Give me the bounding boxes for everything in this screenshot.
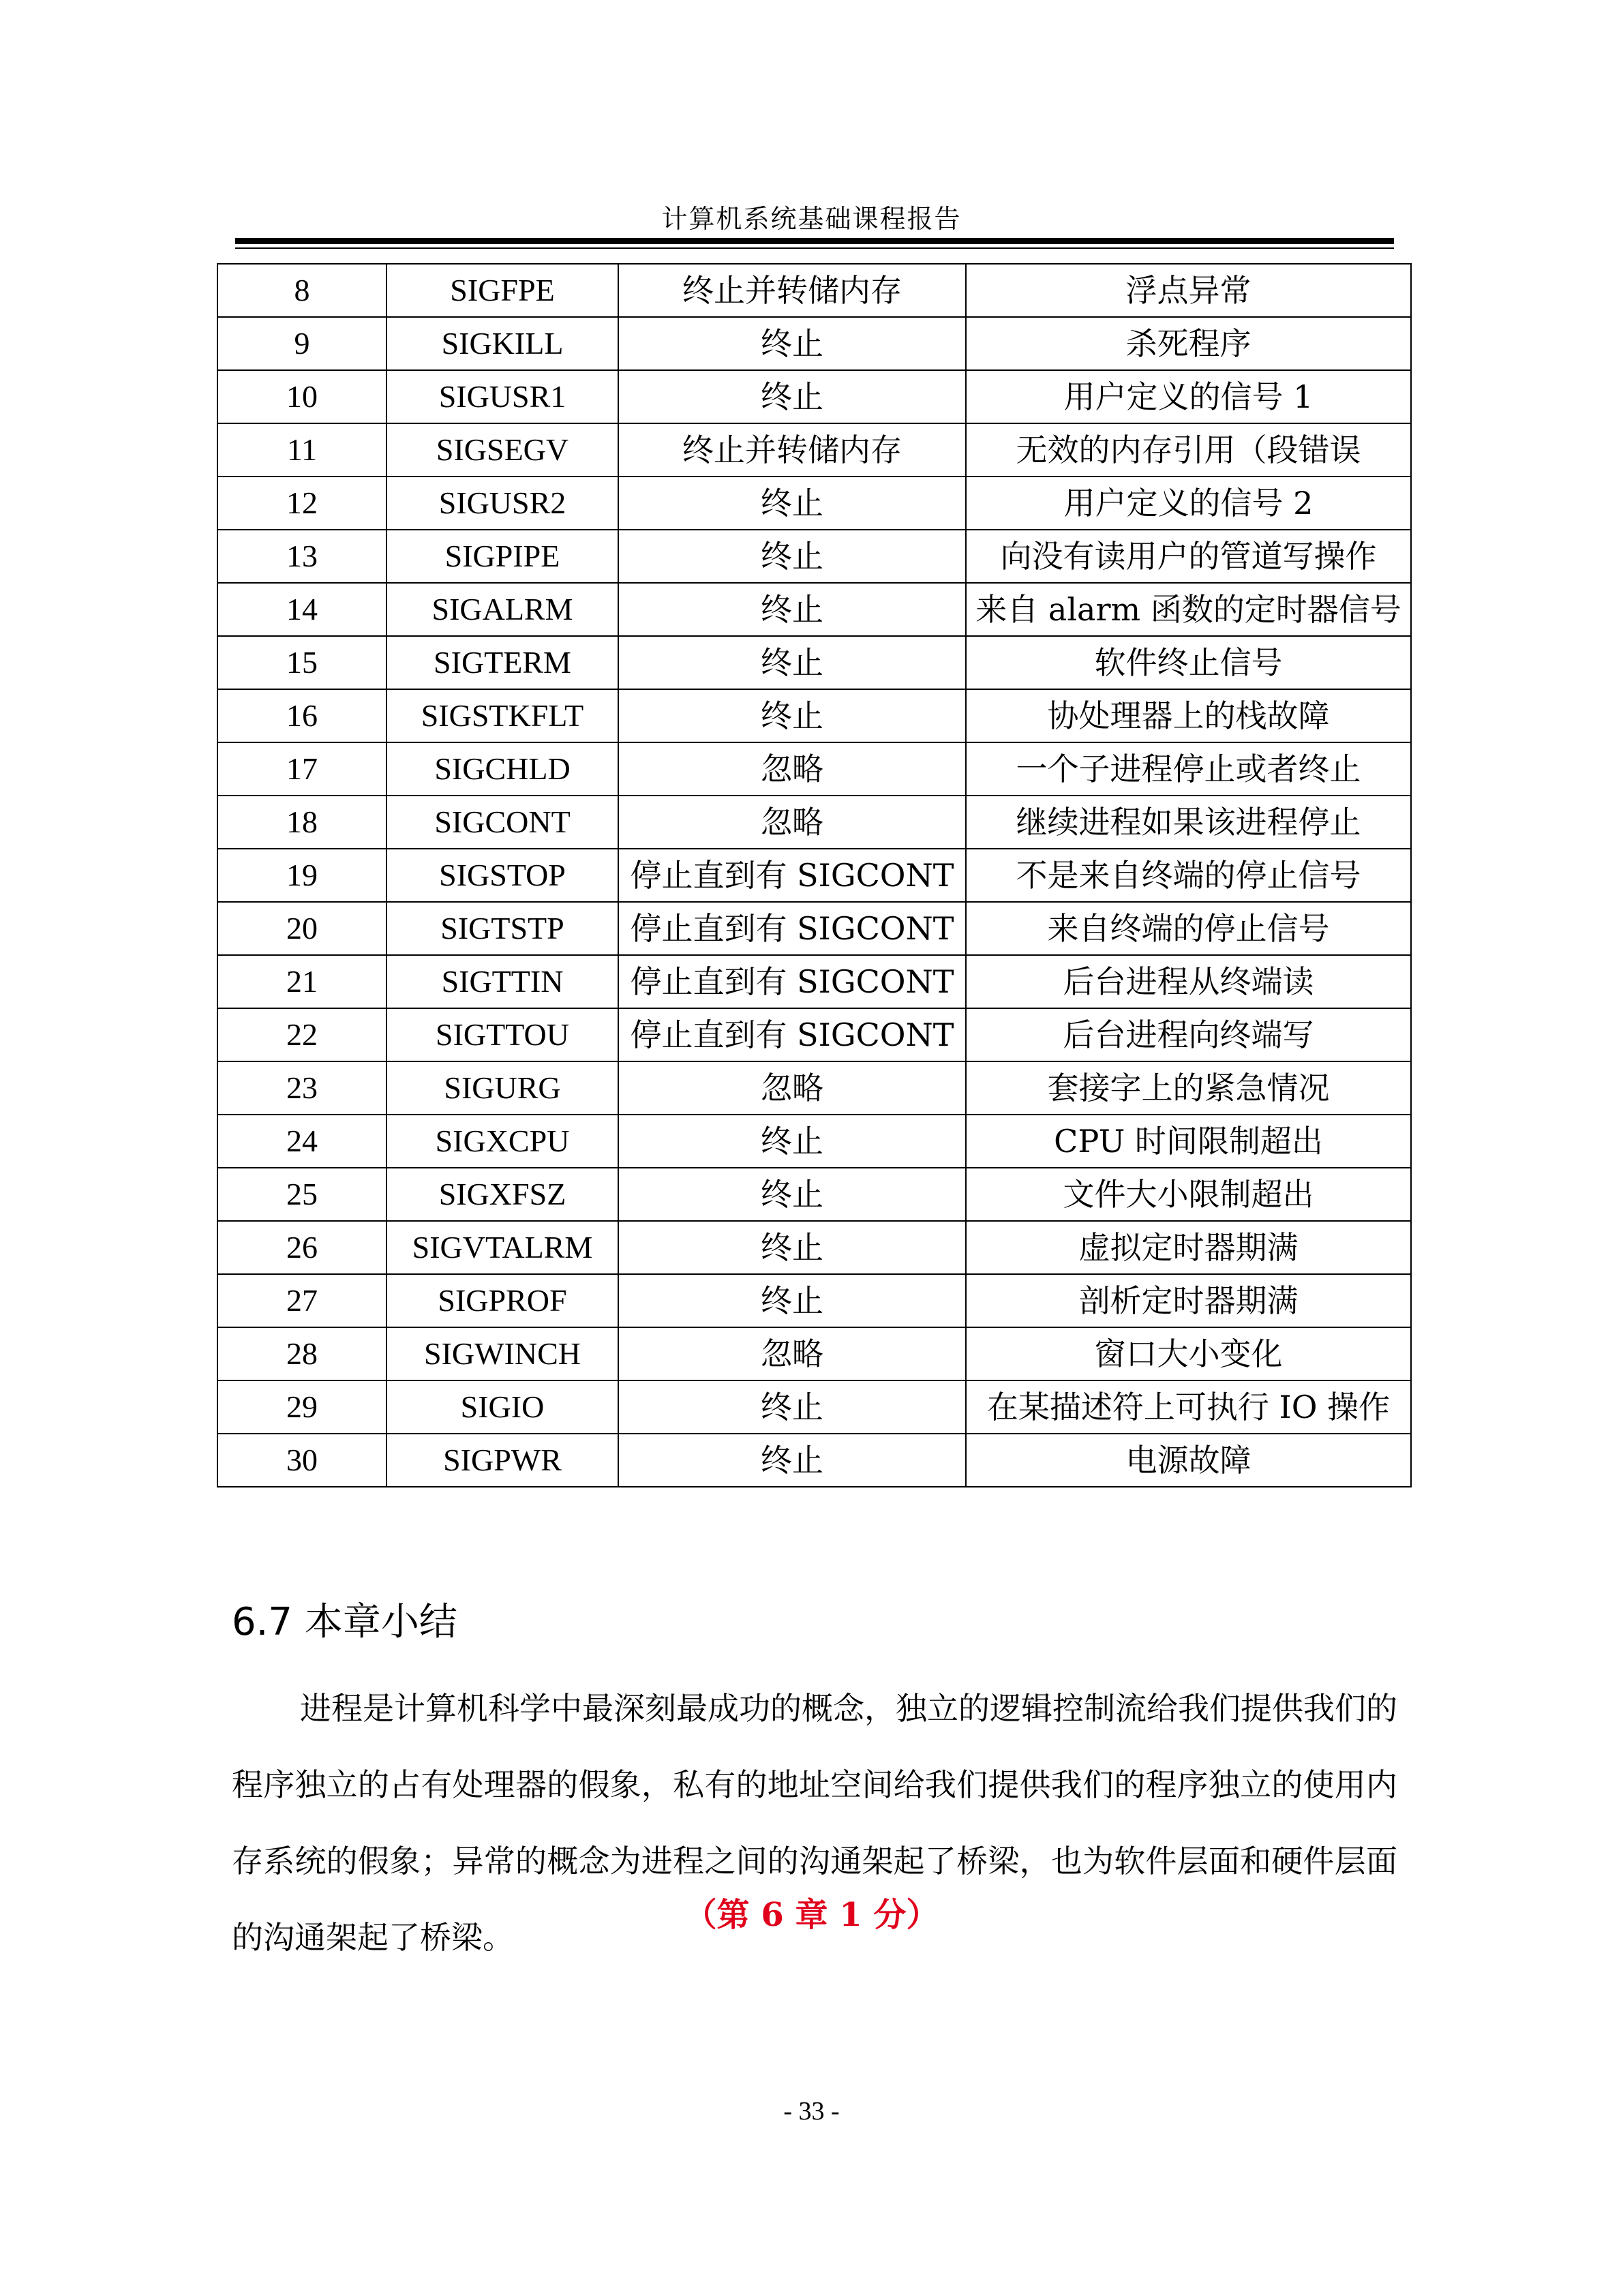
signal-number-cell: 19: [217, 849, 386, 902]
signal-name-cell: SIGALRM: [386, 583, 618, 636]
default-action-cell: 终止: [618, 477, 966, 530]
table-row: [217, 530, 1411, 583]
table-row: [217, 742, 1411, 796]
signal-number-cell: 29: [217, 1380, 386, 1434]
section-heading: 6.7 本章小结: [232, 1600, 457, 1644]
signal-event-cell: 继续进程如果该进程停止: [966, 796, 1411, 849]
signal-number-cell: 8: [217, 264, 386, 317]
default-action-cell: 终止: [618, 583, 966, 636]
section-summary-paragraph: 进程是计算机科学中最深刻最成功的概念，独立的逻辑控制流给我们提供我们的程序独立的占有处理器的假象，私有的地址空间给我们提供我们的程序独立的使用内存系统的假象；异常的概念为进程之间的沟通架起了桥梁，也为软件层面和硬件层面的沟通架起了桥梁。: [232, 1690, 1397, 1956]
table-row: [217, 317, 1411, 370]
signal-number-cell: 21: [217, 955, 386, 1008]
signal-name-cell: SIGCONT: [386, 796, 618, 849]
signal-event-cell: 套接字上的紧急情况: [966, 1061, 1411, 1115]
default-action-cell: 停止直到有 SIGCONT: [618, 1008, 966, 1061]
default-action-cell: 终止: [618, 1115, 966, 1168]
signal-event-cell: 剖析定时器期满: [966, 1274, 1411, 1327]
signal-event-cell: CPU 时间限制超出: [966, 1115, 1411, 1168]
signal-event-cell: 电源故障: [966, 1434, 1411, 1487]
signal-event-cell: 来自 alarm 函数的定时器信号: [966, 583, 1411, 636]
signal-event-cell: 在某描述符上可执行 IO 操作: [966, 1380, 1411, 1434]
signal-name-cell: SIGIO: [386, 1380, 618, 1434]
signal-number-cell: 27: [217, 1274, 386, 1327]
signal-number-cell: 20: [217, 902, 386, 955]
default-action-cell: 忽略: [618, 1327, 966, 1380]
signal-event-cell: 后台进程从终端读: [966, 955, 1411, 1008]
signal-number-cell: 16: [217, 689, 386, 742]
default-action-cell: 终止: [618, 636, 966, 689]
signal-event-cell: 虚拟定时器期满: [966, 1221, 1411, 1274]
table-row: [217, 689, 1411, 742]
signal-name-cell: SIGSTKFLT: [386, 689, 618, 742]
signal-number-cell: 11: [217, 423, 386, 477]
signal-event-cell: 杀死程序: [966, 317, 1411, 370]
signal-name-cell: SIGURG: [386, 1061, 618, 1115]
default-action-cell: 终止: [618, 1274, 966, 1327]
table-row: [217, 1061, 1411, 1115]
header-rule-thick: [235, 238, 1394, 244]
table-row: [217, 902, 1411, 955]
signal-number-cell: 26: [217, 1221, 386, 1274]
signal-event-cell: 用户定义的信号 1: [966, 370, 1411, 423]
table-row: [217, 1115, 1411, 1168]
default-action-cell: 终止并转储内存: [618, 264, 966, 317]
header-rule-thin: [235, 247, 1394, 249]
table-row: [217, 1008, 1411, 1061]
signal-name-cell: SIGKILL: [386, 317, 618, 370]
default-action-cell: 停止直到有 SIGCONT: [618, 955, 966, 1008]
default-action-cell: 终止: [618, 1221, 966, 1274]
default-action-cell: 停止直到有 SIGCONT: [618, 902, 966, 955]
default-action-cell: 终止: [618, 689, 966, 742]
signal-name-cell: SIGPWR: [386, 1434, 618, 1487]
default-action-cell: 忽略: [618, 796, 966, 849]
table-row: [217, 423, 1411, 477]
signal-name-cell: SIGSTOP: [386, 849, 618, 902]
signal-number-cell: 14: [217, 583, 386, 636]
table-row: [217, 1168, 1411, 1221]
signal-name-cell: SIGTSTP: [386, 902, 618, 955]
signal-number-cell: 28: [217, 1327, 386, 1380]
signal-event-cell: 来自终端的停止信号: [966, 902, 1411, 955]
default-action-cell: 终止并转储内存: [618, 423, 966, 477]
signal-name-cell: SIGTERM: [386, 636, 618, 689]
signal-name-cell: SIGVTALRM: [386, 1221, 618, 1274]
signal-number-cell: 22: [217, 1008, 386, 1061]
signal-name-cell: SIGXCPU: [386, 1115, 618, 1168]
signal-number-cell: 10: [217, 370, 386, 423]
signal-name-cell: SIGPIPE: [386, 530, 618, 583]
table-row: [217, 264, 1411, 317]
table-row: [217, 370, 1411, 423]
default-action-cell: 终止: [618, 1434, 966, 1487]
signal-event-cell: 浮点异常: [966, 264, 1411, 317]
signal-number-cell: 15: [217, 636, 386, 689]
signal-event-cell: 后台进程向终端写: [966, 1008, 1411, 1061]
page-number: - 33 -: [783, 2097, 840, 2126]
default-action-cell: 终止: [618, 1168, 966, 1221]
signal-number-cell: 23: [217, 1061, 386, 1115]
signal-number-cell: 12: [217, 477, 386, 530]
table-row: [217, 1380, 1411, 1434]
signal-event-cell: 用户定义的信号 2: [966, 477, 1411, 530]
signal-name-cell: SIGTTIN: [386, 955, 618, 1008]
default-action-cell: 终止: [618, 370, 966, 423]
table-row: [217, 1327, 1411, 1380]
signal-event-cell: 向没有读用户的管道写操作: [966, 530, 1411, 583]
signal-event-cell: 不是来自终端的停止信号: [966, 849, 1411, 902]
table-row: [217, 955, 1411, 1008]
signal-name-cell: SIGFPE: [386, 264, 618, 317]
table-row: [217, 636, 1411, 689]
table-row: [217, 1274, 1411, 1327]
signal-name-cell: SIGXFSZ: [386, 1168, 618, 1221]
signal-event-cell: 窗口大小变化: [966, 1327, 1411, 1380]
signal-number-cell: 9: [217, 317, 386, 370]
signal-number-cell: 18: [217, 796, 386, 849]
signal-name-cell: SIGPROF: [386, 1274, 618, 1327]
table-row: [217, 583, 1411, 636]
signal-event-cell: 协处理器上的栈故障: [966, 689, 1411, 742]
signal-event-cell: 一个子进程停止或者终止: [966, 742, 1411, 796]
signal-event-cell: 无效的内存引用（段错误: [966, 423, 1411, 477]
table-row: [217, 1434, 1411, 1487]
table-row: [217, 1221, 1411, 1274]
default-action-cell: 忽略: [618, 1061, 966, 1115]
signal-event-cell: 软件终止信号: [966, 636, 1411, 689]
chapter-score-note: （第 6 章 1 分）: [684, 1896, 939, 1934]
running-header-title: 计算机系统基础课程报告: [661, 204, 962, 234]
default-action-cell: 终止: [618, 317, 966, 370]
signal-table: [217, 263, 1412, 1487]
default-action-cell: 终止: [618, 1380, 966, 1434]
signal-event-cell: 文件大小限制超出: [966, 1168, 1411, 1221]
table-row: [217, 796, 1411, 849]
default-action-cell: 停止直到有 SIGCONT: [618, 849, 966, 902]
default-action-cell: 忽略: [618, 742, 966, 796]
signal-name-cell: SIGUSR1: [386, 370, 618, 423]
table-row: [217, 477, 1411, 530]
signal-name-cell: SIGUSR2: [386, 477, 618, 530]
signal-name-cell: SIGWINCH: [386, 1327, 618, 1380]
default-action-cell: 终止: [618, 530, 966, 583]
signal-name-cell: SIGTTOU: [386, 1008, 618, 1061]
signal-number-cell: 30: [217, 1434, 386, 1487]
signal-name-cell: SIGSEGV: [386, 423, 618, 477]
signal-number-cell: 17: [217, 742, 386, 796]
signal-name-cell: SIGCHLD: [386, 742, 618, 796]
signal-number-cell: 25: [217, 1168, 386, 1221]
table-row: [217, 849, 1411, 902]
signal-number-cell: 24: [217, 1115, 386, 1168]
signal-table-body: [217, 264, 1411, 1487]
signal-number-cell: 13: [217, 530, 386, 583]
